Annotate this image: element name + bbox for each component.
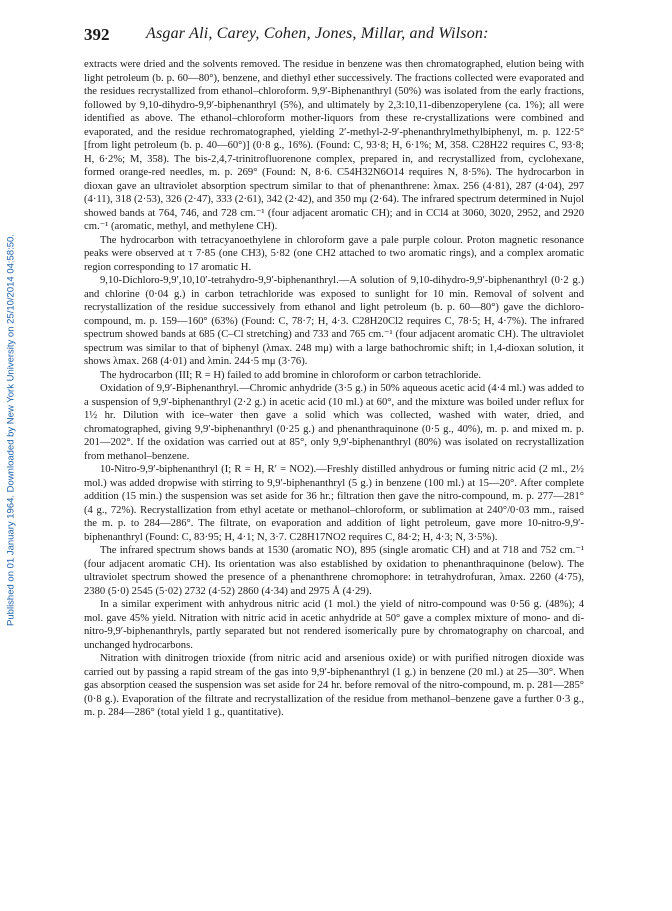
page-number: 392 bbox=[84, 25, 110, 44]
paragraph: In a similar experiment with anhydrous nitric acid (1 mol.) the yield of nitro-compound was 0·56 g. (48%); 4 mol. gave 45% yield. Nitration with nitric acid in acetic anhydride at 50° gave a complex mixture of mono- and di-nitro-9,9′-biphenanthryls, partly separated but not rendered isomerically pure by chromatography on charcoal, and unchanged hydrocarbons. bbox=[84, 599, 584, 651]
paragraph: The hydrocarbon (III; R = H) failed to add bromine in chloroform or carbon tetrachloride. bbox=[100, 369, 482, 381]
paragraph: 9,10-Dichloro-9,9′,10,10′-tetrahydro-9,9′-biphenanthryl.—A solution of 9,10-dihydro-9,9′-biphenanthryl (0·2 g.) and chlorine (0·04 g.) in carbon tetrachloride was exposed to sunlight for 10 min. Removal of solvent and recrystallization of the residue successively from ethanol and light petroleum (b. p. 60—80°) gave the dichloro-compound, m. p. 159—160° (63%) (Found: C, 78·7; H, 4·3. C28H20Cl2 requires C, 78·5; H, 4·7%). The infrared spectrum showed bands at 685 (C–Cl stretching) and 733 and 765 cm.⁻¹ (four adjacent aromatic CH). The ultraviolet spectrum was similar to that of biphenyl (λmax. 248 mμ) with a large bathochromic shift; in 1,4-dioxan solution, it shows λmax. 268 (4·01) and λmin. 244·5 mμ (3·76). bbox=[84, 275, 584, 367]
paragraph: extracts were dried and the solvents removed. The residue in benzene was then chromatographed, elution being with light petroleum (b. p. 60—80°), benzene, and diethyl ether successively. The fractions collected were evaporated and the residues recrystallized from ethanol–chloroform. 9,9′-Biphenanthryl (50%) was isolated from the early fractions, followed by 9,10-dihydro-9,9′-biphenanthryl (5%), and ultimately by 2,3:10,11-dibenzoperylene (ca. 1%); all were identified as above. The ethanol–chloroform mother-liquors from these re-crystallizations were combined and evaporated, and the residue rechromatographed, yielding 2′-methyl-2-9′-phenanthrylmethylbiphenyl, m. p. 122·5° [from light petroleum (b. p. 40—60°)] (0·8 g., 16%). (Found: C, 93·8; H, 6·1%; M, 358. C28H22 requires C, 93·8; H, 6·2%; M, 358). The bis-2,4,7-trinitrofluorenone complex, prepared in, and recrystallized from, cyclohexane, formed orange-red needles, m. p. 269° (Found: N, 8·6. C54H32N6O14 requires N, 8·5%). The hydrocarbon in dioxan gave an ultraviolet absorption spectrum similar to that of phenanthrene: λmax. 256 (4·81), 287 (4·04), 297 (4·11), 318 (2·53), 326 (2·47), 333 (2·61), 342 (2·42), and 350 mμ (2·64). The infrared spectrum determined in Nujol showed bands at 764, 746, and 728 cm.⁻¹ (four adjacent aromatic CH); and in CCl4 at 3060, 3020, 2952, and 2920 cm.⁻¹ (aromatic, methyl, and methylene CH). bbox=[84, 59, 584, 232]
download-watermark-text: Published on 01 January 1964. Downloaded by New York University on 25/10/2014 04:58:50. bbox=[5, 234, 17, 626]
download-watermark bbox=[2, 150, 20, 710]
paragraph: 10-Nitro-9,9′-biphenanthryl (I; R = H, R′ = NO2).—Freshly distilled anhydrous or fuming nitric acid (2 ml., 2½ mol.) was added dropwise with stirring to 9,9′-biphenanthryl (5 g.) in benzene (100 ml.) at 15—20°. After complete addition (15 min.) the suspension was set aside for 36 hr.; filtration then gave the nitro-compound, m. p. 277—281° (4 g., 72%). Recrystallization from ethyl acetate or methanol–chloroform, or sublimation at 240°/0·03 mm., raised the m. p. to 284—286°. The filtrate, on evaporation and addition of light petroleum, gave more 10-nitro-9,9′-biphenanthryl (Found: C, 83·95; H, 4·1; N, 3·7. C28H17NO2 requires C, 84·2; H, 4·3; N, 3·5%). bbox=[84, 464, 584, 543]
page-header bbox=[84, 25, 584, 47]
running-title: Asgar Ali, Carey, Cohen, Jones, Millar, and Wilson: bbox=[146, 25, 489, 42]
paragraph: Nitration with dinitrogen trioxide (from nitric acid and arsenious oxide) or with purified nitrogen dioxide was carried out by passing a rapid stream of the gas into 9,9′-biphenanthryl (1 g.) in benzene (20 ml.) at 25—30°. When gas absorption ceased the suspension was set aside for 24 hr. before removal of the nitro-compound, m. p. 281—285° (0·8 g.). Evaporation of the filtrate and recrystallization of the residue from methanol–benzene gave a further 0·3 g., m. p. 284—286° (total yield 1 g., quantitative). bbox=[84, 653, 584, 718]
paragraph: The hydrocarbon with tetracyanoethylene in chloroform gave a pale purple colour. Proton magnetic resonance peaks were observed at τ 7·85 (one CH3), 5·82 (one CH2 attached to two aromatic rings), and a complex aromatic region corresponding to 17 aromatic H. bbox=[84, 234, 584, 273]
paragraph: Oxidation of 9,9′-Biphenanthryl.—Chromic anhydride (3·5 g.) in 50% aqueous acetic acid (4·4 ml.) was added to a suspension of 9,9′-biphenanthryl (2·2 g.) in acetic acid (10 ml.) at 60°, and the mixture was boiled under reflux for 1½ hr. Dilution with ice–water then gave a solid which was collected, washed with water, dried, and chromatographed, giving 9,9′-biphenanthryl (0·25 g.) and phenanthraquinone (0·5 g., 40%), m. p. and mixed m. p. 201—202°. If the oxidation was carried out at 85°, only 9,9′-biphenanthryl (80%) was isolated on recrystallization from methanol–benzene. bbox=[84, 383, 584, 462]
body-text bbox=[84, 58, 584, 720]
paragraph: The infrared spectrum shows bands at 1530 (aromatic NO), 895 (single aromatic CH) and at 718 and 752 cm.⁻¹ (four adjacent aromatic CH). Its orientation was also established by oxidation to phenanthraquinone (below). The ultraviolet spectrum showed the presence of a phenanthrene chromophore: in tetrahydrofuran, λmax. 2260 (4·75), 2380 (5·0) 2545 (5·02) 2732 (4·52) 2860 (4·34) and 2975 Å (4·29). bbox=[84, 545, 584, 597]
